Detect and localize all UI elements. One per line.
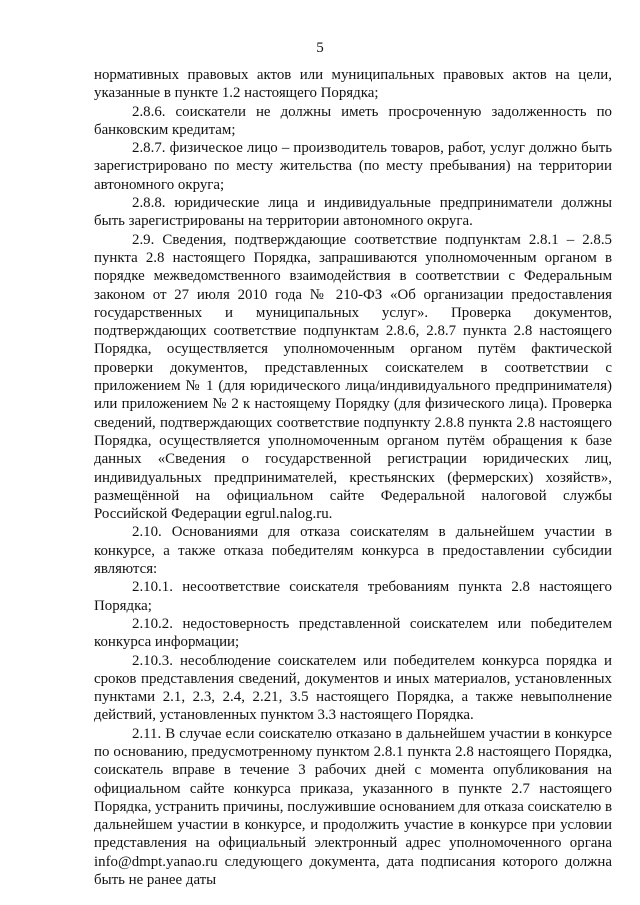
paragraph-2-8-8: 2.8.8. юридические лица и индивидуальные предприниматели должны быть зарегистрированы на территории автономного округа. <box>94 195 612 230</box>
paragraph-2-8-7: 2.8.7. физическое лицо – производитель товаров, работ, услуг должно быть зарегистрировано по месту жительства (по месту пребывания) на территории автономного округа; <box>94 140 612 193</box>
paragraph-2-10-3: 2.10.3. несоблюдение соискателем или победителем конкурса порядка и сроков представления сведений, документов и иных материалов, установленных пунктами 2.1, 2.3, 2.4, 2.21, 3.5 настоящего Порядка, а также невыполнение действий, установленных пунктом 3.3 настоящего Порядка. <box>94 652 612 724</box>
page-number: 5 <box>316 40 324 56</box>
paragraph-2-9: 2.9. Сведения, подтверждающие соответствие подпунктам 2.8.1 – 2.8.5 пункта 2.8 настоящего Порядка, запрашиваются уполномоченным органом в порядке межведомственного взаимодействия в соответствии с Федеральным законом от 27 июля 2010 года № 210-ФЗ «Об организации предоставления государственных и муниципальных услуг». Проверка документов, подтверждающих соответствие подпунктам 2.8.6, 2.8.7 пункта 2.8 настоящего Порядка, осуществляется уполномоченным органом путём фактической проверки документов, представленных соискателем в соответствии с приложением № 1 (для юридического лица/индивидуального предпринимателя) или приложением № 2 к настоящему Порядку (для физического лица). Проверка сведений, подтверждающих соответствие подпункту 2.8.8 пункта 2.8 настоящего Порядка, осуществляется уполномоченным органом путём обращения к базе данных «Сведения о государственной регистрации юридических лиц, индивидуальных предпринимателей, крестьянских (фермерских) хозяйств», размещённой на официальном сайте Федеральной налоговой службы Российской Федерации egrul.nalog.ru. <box>94 231 612 523</box>
document-body <box>94 66 612 889</box>
paragraph-continuation: нормативных правовых актов или муниципальных правовых актов на цели, указанные в пункте 1.2 настоящего Порядка; <box>94 67 612 102</box>
paragraph-2-10-2: 2.10.2. недостоверность представленной соискателем или победителем конкурса информации; <box>94 615 612 651</box>
paragraph-2-11: 2.11. В случае если соискателю отказано в дальнейшем участии в конкурсе по основанию, предусмотренному пунктом 2.8.1 пункта 2.8 настоящего Порядка, соискатель вправе в течение 3 рабочих дней с момента опубликования на официальном сайте конкурса приказа, указанного в пункте 2.7 настоящего Порядка, устранить причины, послужившие основанием для отказа соискателю в дальнейшем участии в конкурсе, и продолжить участие в конкурсе при условии представления на официальный электронный адрес уполномоченного органа info@dmpt.yanao.ru следующего документа, дата подписания которого должна быть не ранее даты <box>94 725 612 889</box>
paragraph-2-10-1: 2.10.1. несоответствие соискателя требованиям пункта 2.8 настоящего Порядка; <box>94 579 612 614</box>
paragraph-2-8-6: 2.8.6. соискатели не должны иметь просроченную задолженность по банковским кредитам; <box>94 103 612 138</box>
paragraph-2-10: 2.10. Основаниями для отказа соискателям в дальнейшем участии в конкурсе, а также отказа победителям конкурса в предоставлении субсидии являются: <box>94 524 612 578</box>
